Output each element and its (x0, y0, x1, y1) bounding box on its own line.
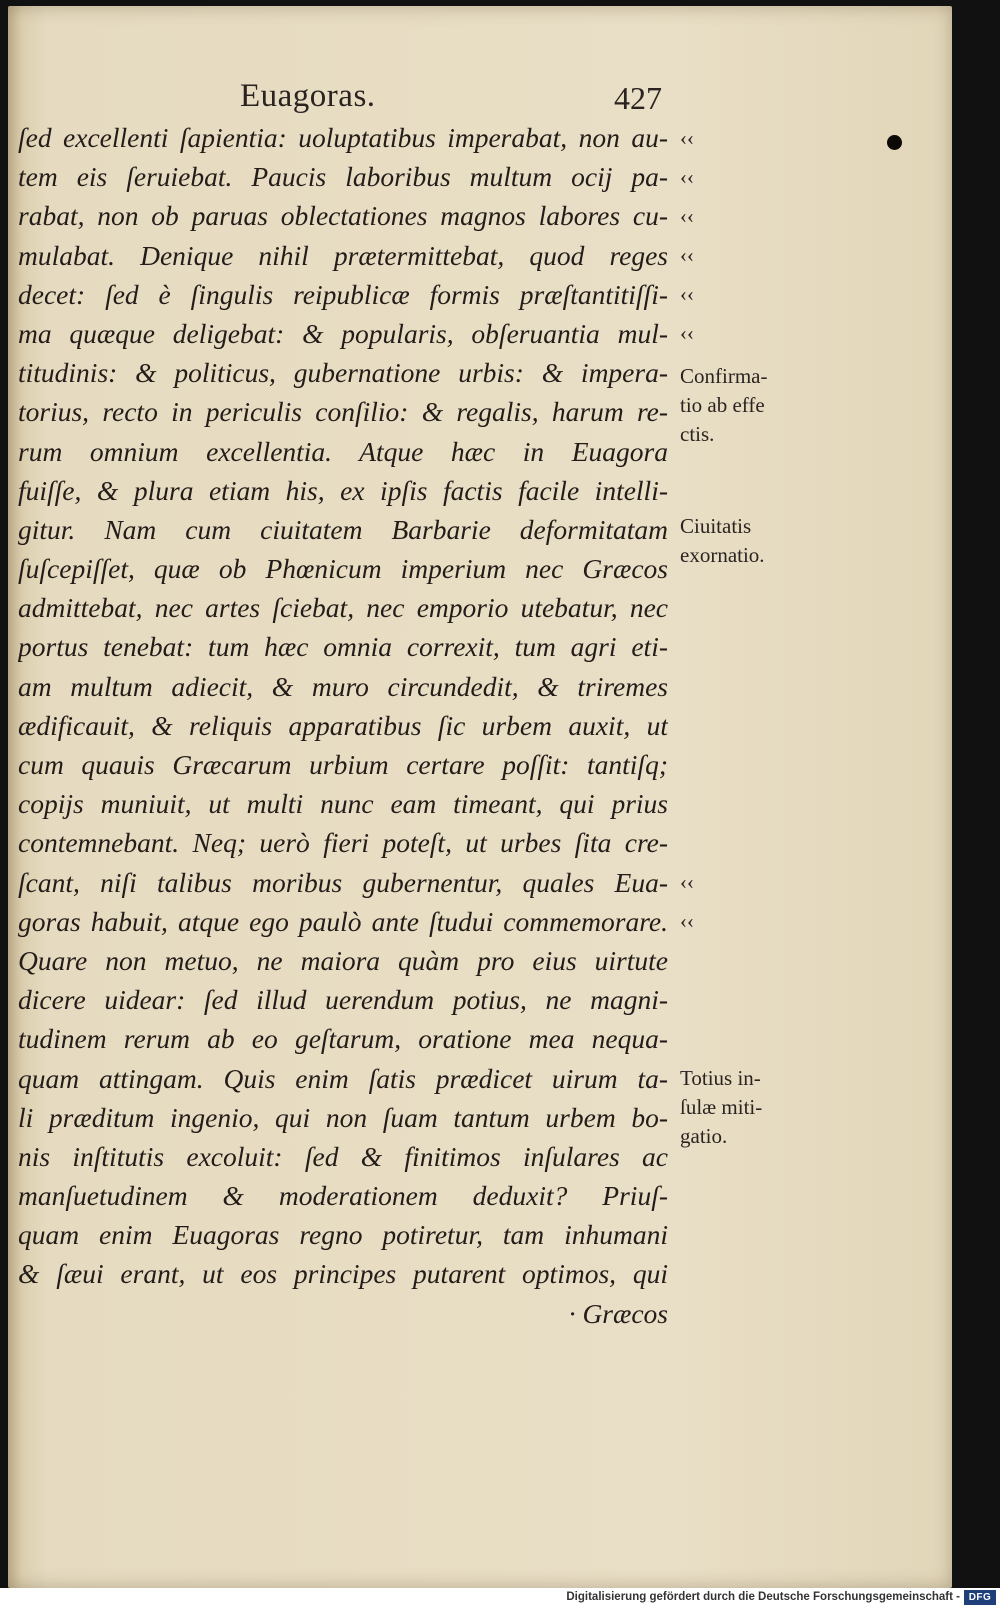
funding-credit: Digitalisierung gefördert durch die Deutsche Forschungsgemeinschaft - (566, 1591, 960, 1603)
text-line: rabat, non ob paruas oblectationes magnos labores cu- (18, 200, 668, 232)
quote-mark: ‹‹ (680, 870, 694, 894)
text-line: am multum adiecit, & muro circundedit, & triremes (18, 670, 668, 702)
text-line: fuiſſe, & plura etiam his, ex ipſis factis facile intelli- (18, 474, 668, 506)
text-line: ſuſcepiſſet, quæ ob Phœnicum imperium nec Græcos (18, 553, 668, 585)
text-line: quam enim Euagoras regno potiretur, tam inhumani (18, 1219, 668, 1251)
quote-mark: ‹‹ (680, 165, 694, 189)
text-line: cum quauis Græcarum urbium certare poſſit: tantiſq; (18, 749, 668, 780)
quote-mark: ‹‹ (680, 282, 694, 306)
quote-mark: ‹‹ (680, 126, 694, 150)
running-title: Euagoras. (240, 78, 376, 114)
text-line: li præditum ingenio, qui non ſuam tantum urbem bo- (18, 1101, 668, 1133)
text-line: decet: ſed è ſingulis reipublicæ formis præſtantitiſſi- (18, 278, 668, 310)
text-line: rum omnium excellentia. Atque hæc in Euagora (18, 435, 668, 467)
text-line: ſed excellenti ſapientia: uoluptatibus imperabat, non au- (18, 122, 668, 153)
text-line: ædificauit, & reliquis apparatibus ſic urbem auxit, ut (18, 709, 668, 741)
text-line: titudinis: & politicus, gubernatione urbis: & impera- (18, 357, 668, 389)
text-line: ſcant, niſi talibus moribus gubernentur, quales Eua- (18, 866, 668, 898)
margin-note: Confirma- tio ab effe ctis. (680, 364, 768, 446)
text-line: manſuetudinem & moderationem deduxit? Priuſ- (18, 1180, 668, 1212)
text-line: gitur. Nam cum ciuitatem Barbarie deformitatam (18, 513, 668, 545)
text-line: mulabat. Denique nihil prætermittebat, quod reges (18, 239, 668, 271)
text-line: copijs muniuit, ut multi nunc eam timeant, qui prius (18, 788, 668, 820)
text-line: ma quæque deligebat: & popularis, obſeruantia mul- (18, 317, 668, 349)
text-line: tudinem rerum ab eo geſtarum, oratione mea nequa- (18, 1023, 668, 1055)
quote-mark: ‹‹ (680, 909, 694, 933)
text-line: torius, recto in periculis conſilio: & regalis, harum re- (18, 396, 668, 428)
text-line: nis inſtitutis excoluit: ſed & finitimos inſulares ac (18, 1140, 668, 1172)
catchword: · Græcos (568, 1297, 668, 1329)
text-line: quam attingam. Quis enim ſatis prædicet uirum ta- (18, 1062, 668, 1094)
dfg-logo: DFG (964, 1590, 996, 1605)
margin-note: Ciuitatis exornatio. (680, 514, 765, 567)
text-line: & ſæui erant, ut eos principes putarent optimos, qui (18, 1258, 668, 1290)
ink-spot (887, 135, 902, 150)
main-text-block (18, 118, 668, 1333)
text-line: tem eis ſeruiebat. Paucis laboribus multum ocij pa- (18, 161, 668, 193)
quote-mark: ‹‹ (680, 243, 694, 267)
text-line: contemnebant. Neq; uerò fieri poteſt, ut urbes ſita cre- (18, 827, 668, 859)
quote-mark: ‹‹ (680, 321, 694, 345)
text-line: dicere uidear: ſed illud uerendum potius, ne magni- (18, 984, 668, 1016)
text-line: admittebat, nec artes ſciebat, nec emporio utebatur, nec (18, 592, 668, 624)
text-line: portus tenebat: tum hæc omnia correxit, tum agri eti- (18, 631, 668, 663)
page-number: 427 (614, 80, 662, 116)
text-line: goras habuit, atque ego paulò ante ſtudui commemorare. (18, 905, 668, 937)
text-line: Quare non metuo, ne maiora quàm pro eius uirtute (18, 944, 668, 976)
margin-note: Totius in- ſulæ miti- gatio. (680, 1066, 763, 1148)
quote-mark: ‹‹ (680, 204, 694, 228)
digitization-footer (0, 1588, 1000, 1609)
